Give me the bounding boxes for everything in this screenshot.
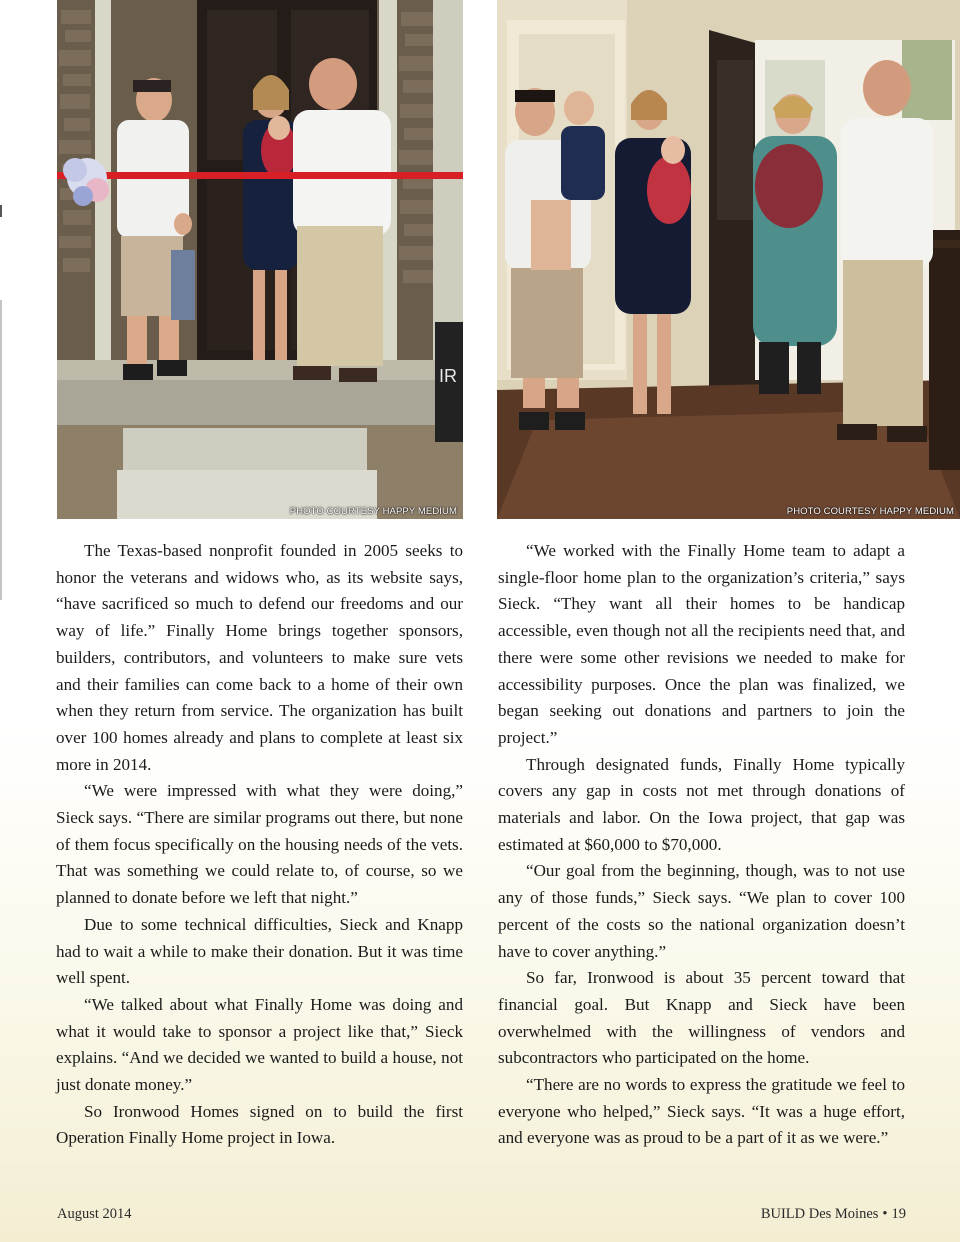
article-right-column — [498, 538, 905, 1152]
article-paragraph: The Texas-based nonprofit founded in 2005 seeks to honor the veterans and widows who, as its website says, “have sacrificed so much to defend our freedoms and our way of life.” Finally Home brings together sponsors, builders, contributors, and volunteers to make sure vets and their families can come back to a home of their own when they return from service. The organization has built over 100 homes already and plans to complete at least six more in 2014. — [56, 541, 463, 774]
article-paragraph: “We talked about what Finally Home was doing and what it would take to sponsor a project like that,” Sieck explains. “And we decided we wanted to build a house, not just donate money.” — [56, 994, 463, 1095]
article-paragraph: Due to some technical difficulties, Sieck and Knapp had to wait a while to make their donation. But it was time well spent. — [56, 914, 463, 988]
folio-bullet: • — [882, 1206, 888, 1222]
page-edge-mark — [0, 300, 2, 600]
photo-credit: PHOTO COURTESY HAPPY MEDIUM — [289, 506, 457, 517]
page-edge-mark — [0, 205, 2, 217]
article-left-column — [56, 538, 463, 1152]
article-paragraph: So Ironwood Homes signed on to build the first Operation Finally Home project in Iowa. — [56, 1101, 463, 1148]
photo-family-entering — [497, 0, 960, 519]
photo-ribbon-cutting — [57, 0, 463, 519]
footer-folio — [761, 1206, 906, 1223]
article-paragraph: Through designated funds, Finally Home typically covers any gap in costs not met through donations of materials and labor. On the Iowa project, that gap was estimated at $60,000 to $70,000. — [498, 754, 905, 854]
publication-name: BUILD Des Moines — [760, 1206, 879, 1222]
page-number: 19 — [891, 1206, 906, 1222]
svg-text:IR: IR — [439, 366, 457, 386]
article-paragraph: “Our goal from the beginning, though, was to not use any of those funds,” Sieck says. “We plan to cover 100 percent of the costs so the national organization doesn’t have to cover anything.” — [498, 861, 905, 961]
photo-credit: PHOTO COURTESY HAPPY MEDIUM — [786, 506, 954, 517]
article-paragraph: “We worked with the Finally Home team to adapt a single-floor home plan to the organization’s criteria,” says Sieck. “They want all their homes to be handicap accessible, even though not all the recipients need that, and there were some other revisions we needed to make for accessibility purposes. Once the plan was finalized, we began seeking out donations and partners to join the project.” — [498, 541, 905, 747]
article-paragraph: “There are no words to express the gratitude we feel to everyone who helped,” Sieck says. “It was a huge effort, and everyone was as proud to be a part of it as we were.” — [498, 1075, 905, 1148]
footer-date: August 2014 — [57, 1206, 132, 1222]
article-paragraph: “We were impressed with what they were doing,” Sieck says. “There are similar programs out there, but none of them focus specifically on the housing needs of the vets. That was something we could relate to, of course, so we planned to donate before we left that night.” — [56, 781, 463, 908]
article-paragraph: So far, Ironwood is about 35 percent toward that financial goal. But Knapp and Sieck have been overwhelmed with the willingness of vendors and subcontractors who participated on the home. — [498, 968, 905, 1068]
